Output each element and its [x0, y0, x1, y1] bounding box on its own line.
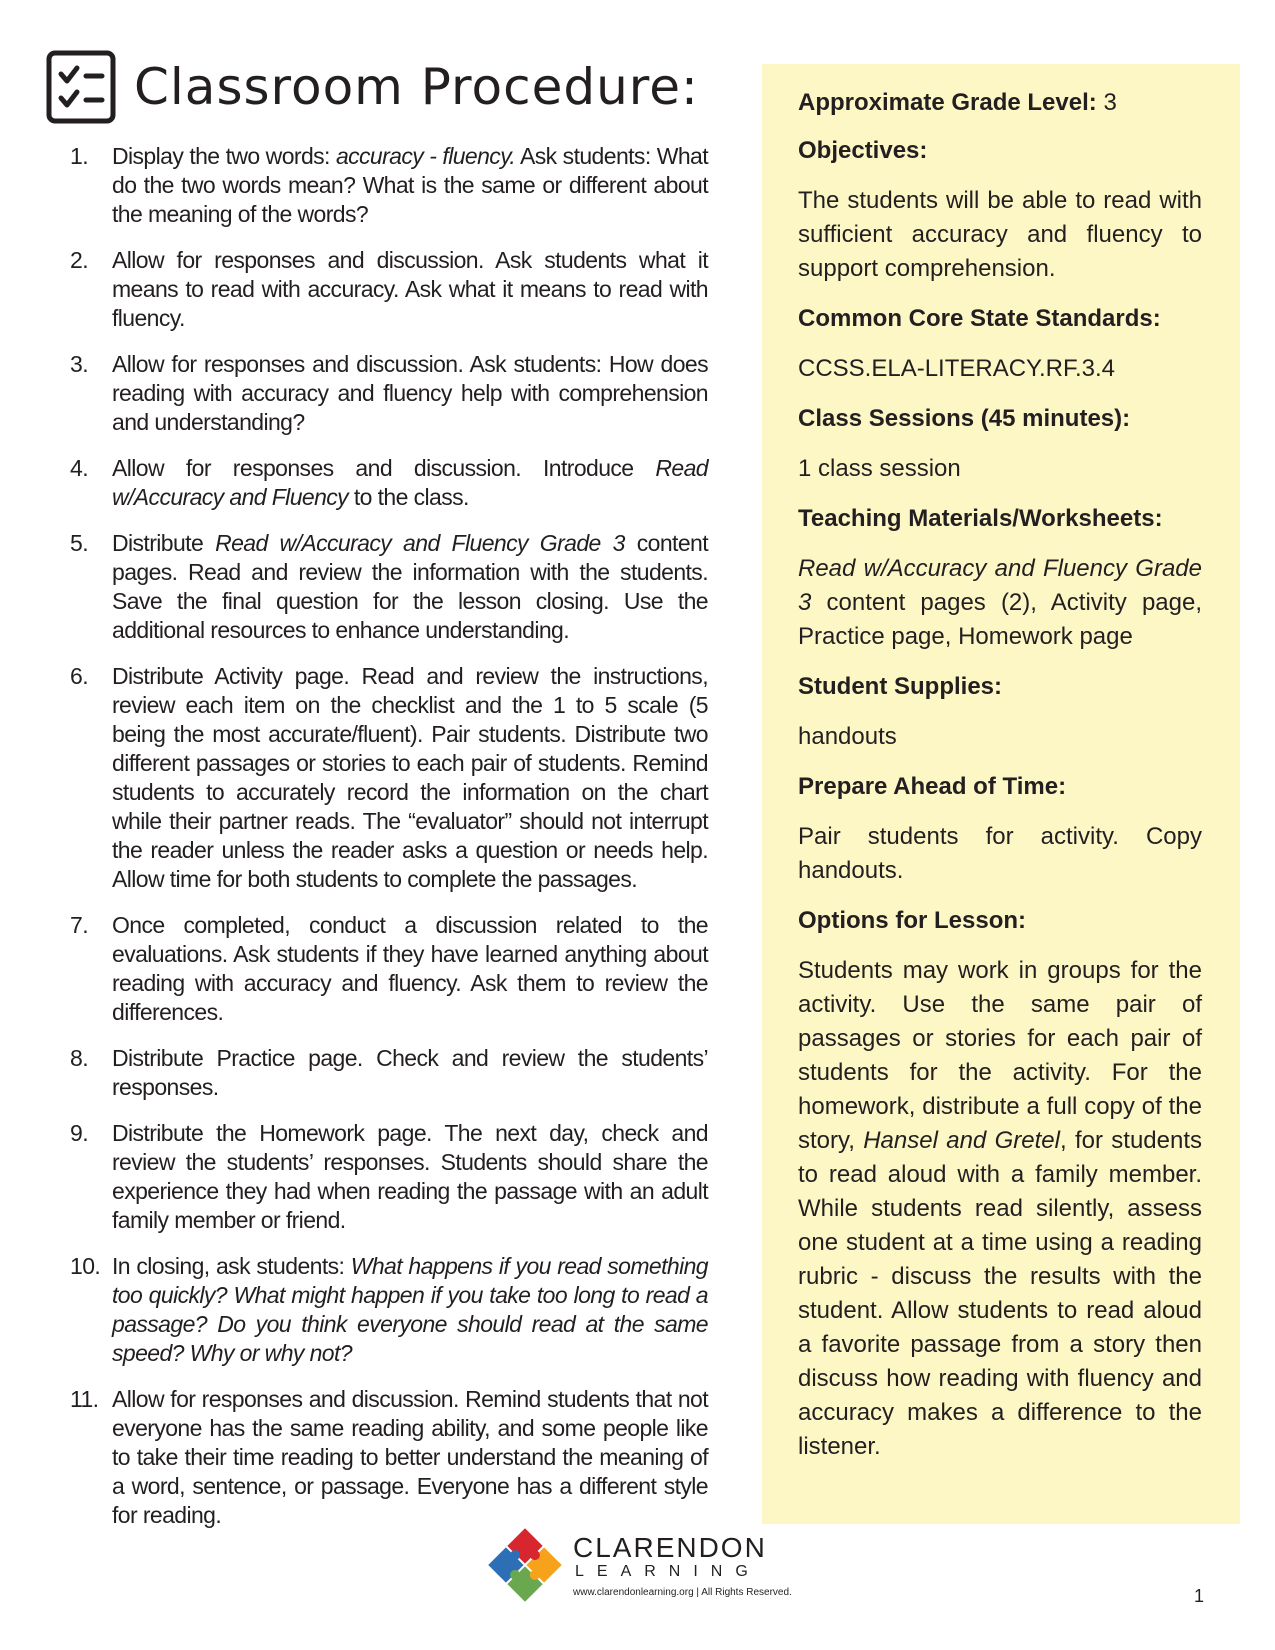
step-number: 4. [70, 455, 88, 481]
step-text-segment: Allow for responses and discussion. Ask students: How does reading with accuracy and fluency help with comprehension and understanding? [112, 351, 708, 435]
procedure-step [70, 454, 708, 512]
step-text [112, 662, 708, 894]
grade-level-row [798, 88, 1202, 118]
standards-label: Common Core State Standards: [798, 305, 1161, 332]
step-text-segment: Distribute Practice page. Check and review the students’ responses. [112, 1045, 708, 1100]
brand-name: CLARENDON [573, 1531, 767, 1563]
clarendon-logo [485, 1525, 792, 1605]
step-text-segment: Ask students: What do the two words mean? What is the same or different about the meaning of the words? [112, 143, 708, 227]
step-text-segment: Display the two words: [112, 143, 336, 169]
step-text [112, 350, 708, 437]
step-number: 8. [70, 1045, 88, 1071]
procedure-step [70, 662, 708, 894]
step-text-italic: accuracy - fluency. [335, 143, 516, 169]
step-text-segment: Allow for responses and discussion. Remind students that not everyone has the same reading ability, and some people like to take their time reading to better understand the meaning of a word, sentence, or passage. Everyone has a different style for reading. [112, 1386, 708, 1528]
step-number: 7. [70, 912, 88, 938]
grade-level-label: Approximate Grade Level: [798, 89, 1097, 116]
step-text-segment: Allow for responses and discussion. Introduce [112, 455, 656, 481]
step-text-italic: What happens if you read something too quickly? What might happen if you take too long to read a passage? Do you think everyone should read at the same speed? Why or why not? [112, 1253, 708, 1366]
materials-title: Read w/Accuracy and Fluency Grade 3 [798, 555, 1202, 616]
step-number: 5. [70, 530, 88, 556]
materials-label: Teaching Materials/Worksheets: [798, 505, 1163, 532]
page-title: Classroom Procedure: [134, 58, 699, 116]
step-text-segment: Once completed, conduct a discussion related to the evaluations. Ask students if they have learned anything about reading with accuracy and fluency. Ask them to review the differences. [112, 912, 708, 1025]
puzzle-logo-icon [485, 1525, 565, 1605]
step-text-segment: Distribute Activity page. Read and review the instructions, review each item on the checklist and the 1 to 5 scale (5 being the most accurate/fluent). Pair students. Distribute two different passages or stories to each pair of students. Remind students to accurately record the information on the chart while their partner reads. The “evaluator” should not interrupt the reader unless the reader asks a question or needs help. Allow time for both students to complete the passages. [112, 663, 708, 892]
checklist-icon [46, 50, 116, 124]
step-number: 9. [70, 1120, 88, 1146]
options-text-part-2: , for students to read aloud with a family member. While students read silently, assess one student at a time using a reading rubric - discuss the results with the student. Allow students to read aloud a favorite passage from a story then discuss how reading with fluency and accuracy makes a difference to the listener. [798, 1127, 1203, 1460]
options-story-title: Hansel and Gretel [863, 1127, 1060, 1154]
step-text [112, 246, 708, 333]
options-label: Options for Lesson: [798, 907, 1026, 934]
page-header [46, 50, 699, 124]
procedure-step [70, 1385, 708, 1530]
step-text [112, 911, 708, 1027]
procedure-steps-list [70, 142, 708, 1547]
procedure-step [70, 246, 708, 333]
options-text-part-1: Students may work in groups for the activity. Use the same pair of passages or stories for each pair of students for the activity. For the homework, distribute a full copy of the story, [798, 957, 1202, 1154]
step-text-segment: Distribute [112, 530, 216, 556]
step-text [112, 454, 708, 512]
prepare-label: Prepare Ahead of Time: [798, 773, 1067, 800]
step-number: 6. [70, 663, 88, 689]
grade-level-value: 3 [1103, 89, 1117, 116]
step-text-italic: Read w/Accuracy and Fluency [112, 455, 708, 510]
step-text-segment: In closing, ask students: [112, 1253, 351, 1279]
step-text-segment: content pages. Read and review the information with the students. Save the final question for the lesson closing. Use the additional resources to enhance understanding. [112, 530, 708, 643]
procedure-step [70, 1044, 708, 1102]
prepare-text: Pair students for activity. Copy handouts. [798, 823, 1202, 884]
step-text-segment: to the class. [348, 484, 469, 510]
materials-list: content pages (2), Activity page, Practice page, Homework page [798, 589, 1202, 650]
step-text-italic: Read w/Accuracy and Fluency Grade 3 [215, 530, 625, 556]
brand-url: www.clarendonlearning.org | All Rights Reserved. [573, 1586, 792, 1598]
procedure-step [70, 1119, 708, 1235]
step-text [112, 1252, 708, 1368]
procedure-step [70, 350, 708, 437]
step-number: 1. [70, 143, 88, 169]
brand-block [573, 1533, 792, 1598]
step-text [112, 1385, 708, 1530]
procedure-step [70, 1252, 708, 1368]
supplies-label: Student Supplies: [798, 673, 1002, 700]
page-number: 1 [1194, 1586, 1205, 1606]
procedure-step [70, 529, 708, 645]
step-text-segment: Distribute the Homework page. The next day, check and review the students’ responses. Students should share the experience they had when reading the passage with an adult family member or friend. [112, 1120, 708, 1233]
step-text-segment: Allow for responses and discussion. Ask students what it means to read with accuracy. Ask what it means to read with fluency. [112, 247, 708, 331]
objectives-text: The students will be able to read with sufficient accuracy and fluency to support comprehension. [798, 187, 1202, 282]
supplies-text: handouts [798, 723, 897, 750]
step-number: 2. [70, 247, 88, 273]
step-number: 3. [70, 351, 88, 377]
sessions-label: Class Sessions (45 minutes): [798, 405, 1131, 432]
options-text [798, 954, 1202, 1464]
step-text [112, 1119, 708, 1235]
step-text [112, 1044, 708, 1102]
step-text [112, 529, 708, 645]
procedure-step [70, 911, 708, 1027]
lesson-info-sidebar [762, 64, 1240, 1524]
objectives-label: Objectives: [798, 137, 928, 164]
brand-subtitle: LEARNING [575, 1562, 761, 1580]
standards-text: CCSS.ELA-LITERACY.RF.3.4 [798, 355, 1116, 382]
procedure-step [70, 142, 708, 229]
step-number: 10. [70, 1253, 101, 1279]
sessions-text: 1 class session [798, 455, 961, 482]
step-number: 11. [70, 1386, 99, 1412]
step-text [112, 142, 708, 229]
materials-text [798, 552, 1202, 654]
